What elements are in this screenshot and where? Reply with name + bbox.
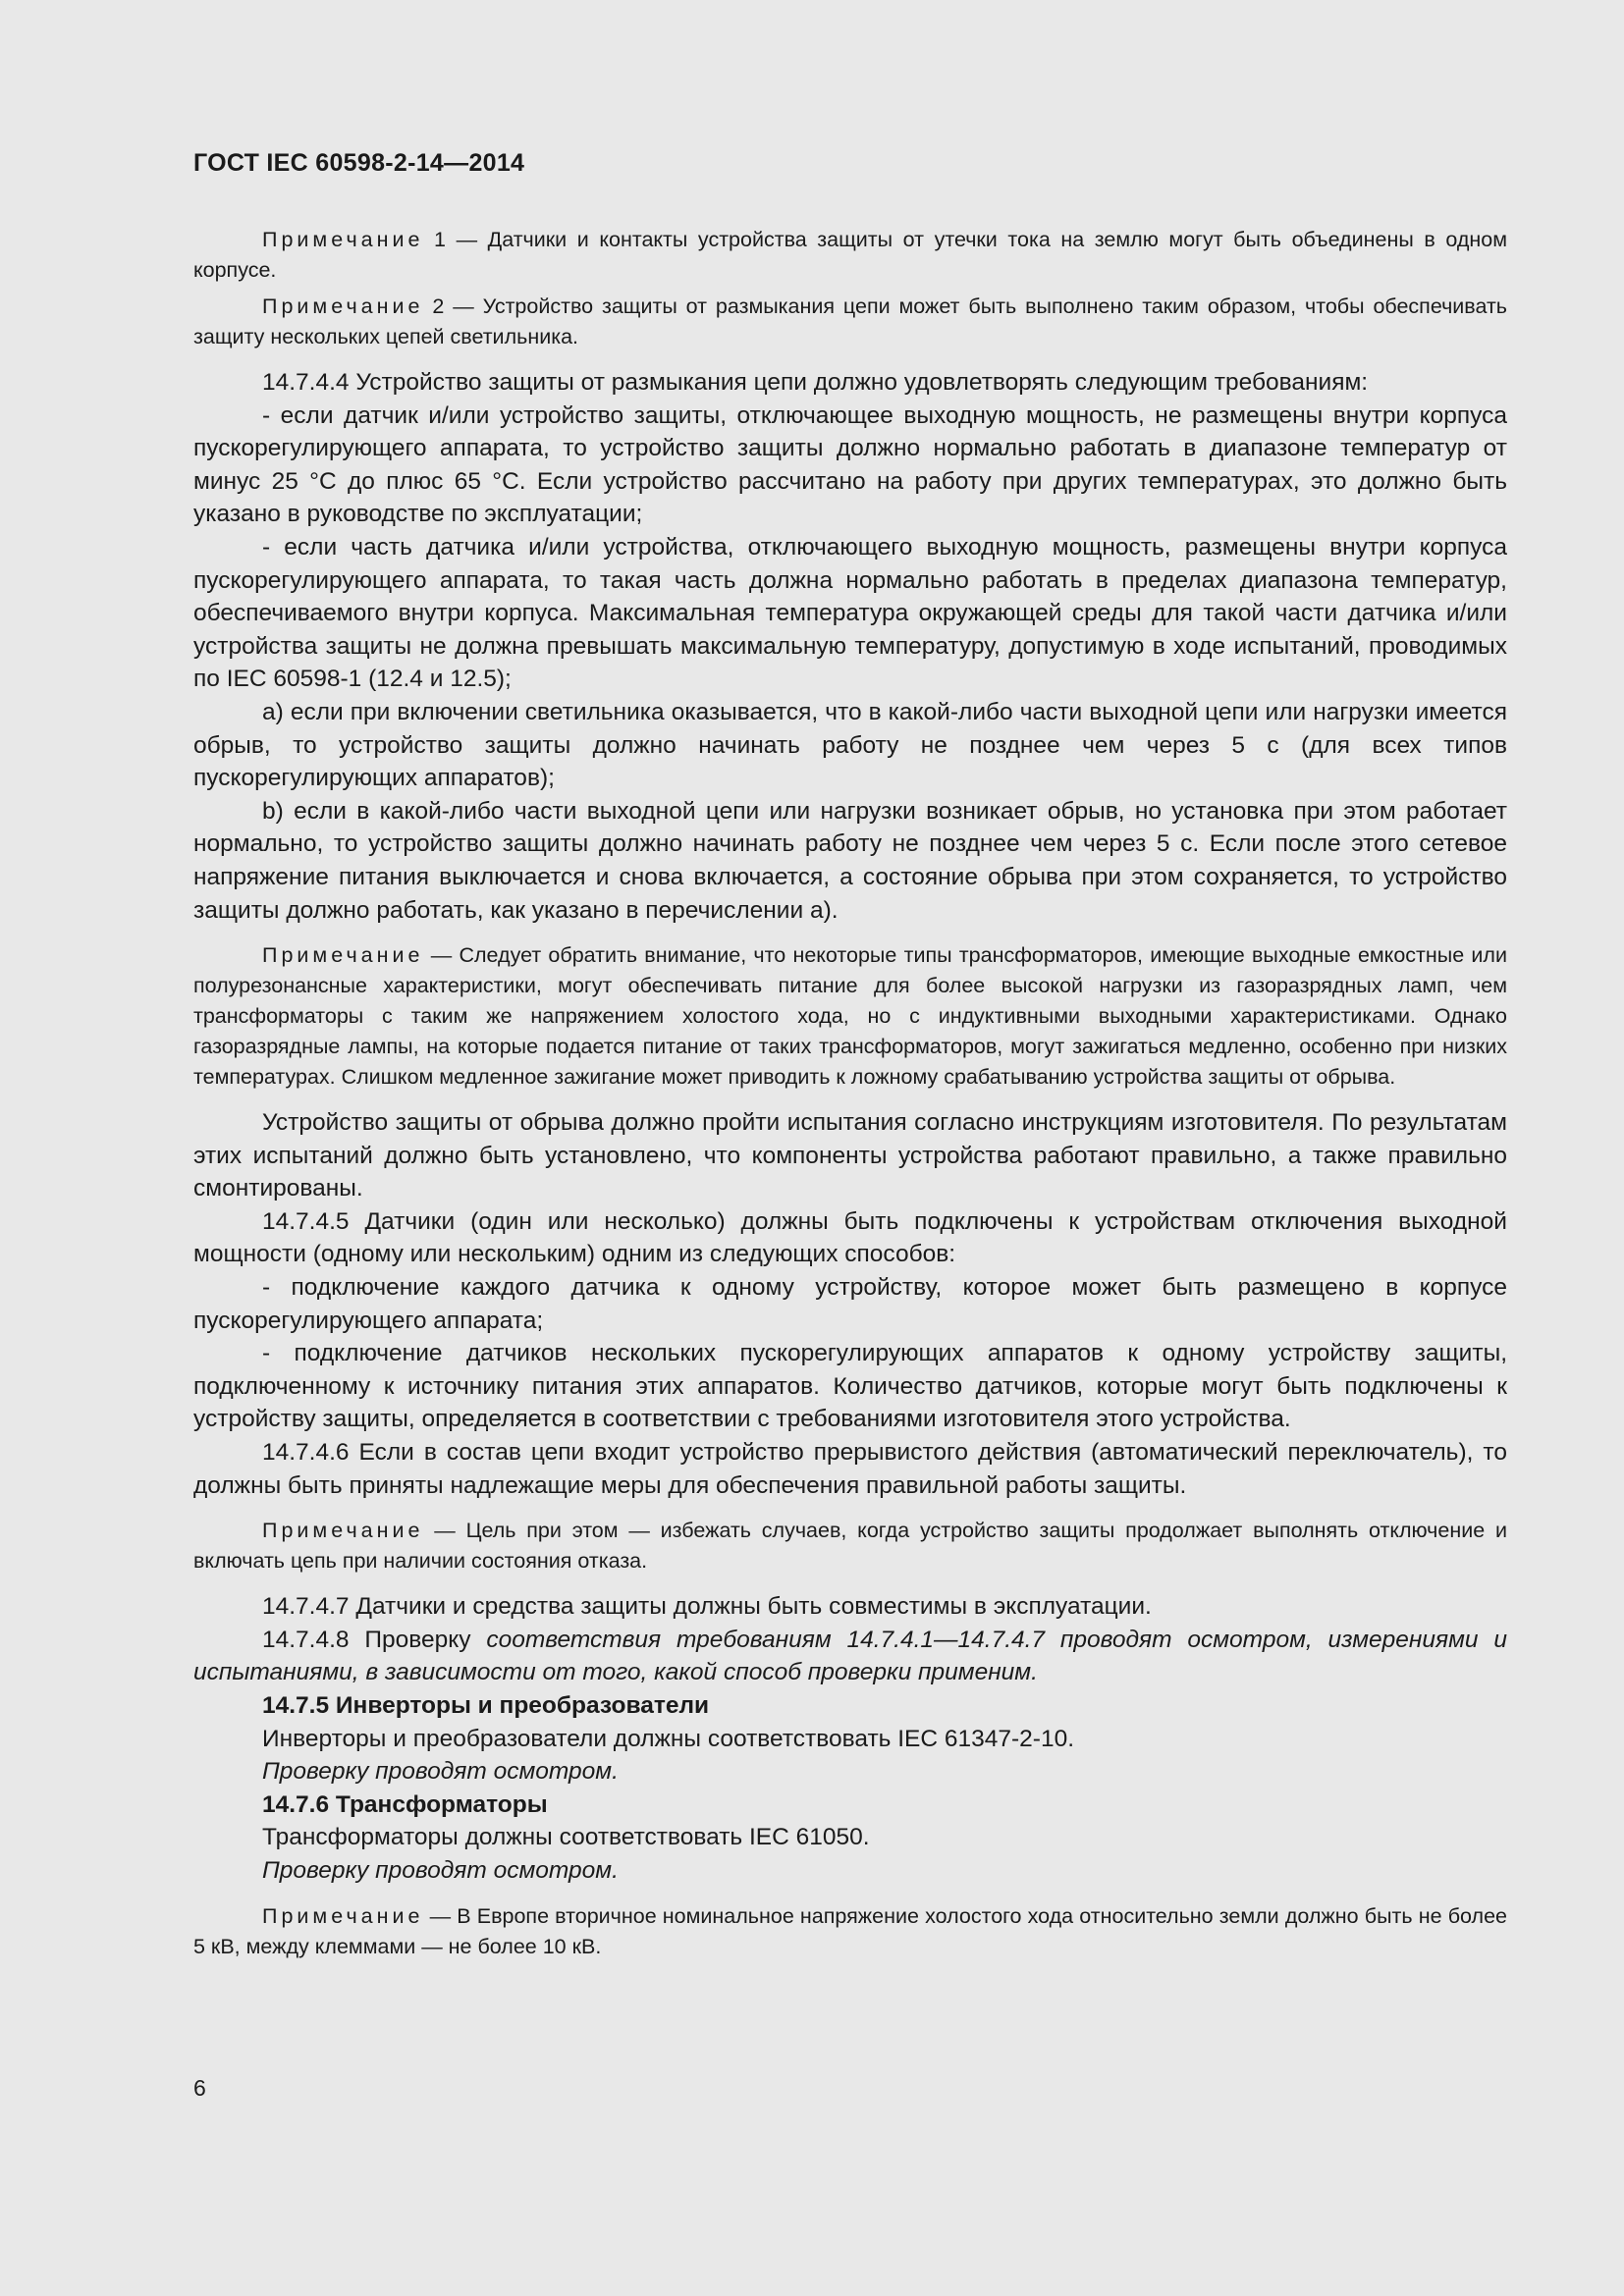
list-item-a: a) если при включении светильника оказывается, что в какой-либо части выходной цепи или нагрузки имеется обрыв, то устройство защиты должно начинать работу не позднее чем через 5 с (для всех типов пускорегулирующих аппаратов); xyxy=(193,698,1507,792)
note-label: Примечание xyxy=(262,943,424,968)
paragraph-14-7-4-5: 14.7.4.5 Датчики (один или несколько) должны быть подключены к устройствам отключения выходной мощности (одному или нескольким) одним из следующих способов: xyxy=(193,1207,1507,1268)
document-body xyxy=(193,225,1507,1962)
bullet-item: - подключение датчиков нескольких пускорегулирующих аппаратов к одному устройству защиты, подключенному к источнику питания этих аппаратов. Количество датчиков, которые могут быть подключены к устройству защиты, определяется в соответствии с требованиями изготовителя этого устройства. xyxy=(193,1340,1507,1433)
section-text: Трансформаторы должны соответствовать IEC 61050. xyxy=(262,1824,870,1851)
note-label: Примечание xyxy=(262,228,424,251)
note-1: Примечание 1 — Датчики и контакты устройства защиты от утечки тока на землю могут быть объединены в одном корпусе. xyxy=(193,228,1507,282)
page-number: 6 xyxy=(193,2075,206,2101)
list-item-b: b) если в какой-либо части выходной цепи или нагрузки возникает обрыв, но установка при этом работает нормально, то устройство защиты должно начинать работу не позднее чем через 5 с. Если после этого сетевое напряжение питания выключается и снова включается, а состояние обрыва при этом сохраняется, то устройство защиты должно работать, как указано в перечислении а). xyxy=(193,797,1507,924)
note-2: Примечание 2 — Устройство защиты от размыкания цепи может быть выполнено таким образом, чтобы обеспечивать защиту нескольких цепей светильника. xyxy=(193,294,1507,348)
paragraph-14-7-4-7: 14.7.4.7 Датчики и средства защиты должны быть совместимы в эксплуатации. xyxy=(262,1593,1152,1621)
paragraph-14-7-4-8: 14.7.4.8 Проверку соответствия требованиям 14.7.4.1—14.7.4.7 проводят осмотром, измерениями и испытаниями, в зависимости от того, какой способ проверки применим. xyxy=(193,1626,1507,1686)
section-check: Проверку проводят осмотром. xyxy=(262,1856,619,1884)
paragraph-tests: Устройство защиты от обрыва должно пройти испытания согласно инструкциям изготовителя. По результатам этих испытаний должно быть установлено, что компоненты устройства работают правильно, а также правильно смонтированы. xyxy=(193,1109,1507,1202)
section-heading-14-7-5: 14.7.5 Инверторы и преобразователи xyxy=(262,1692,710,1719)
paragraph-14-7-4-6: 14.7.4.6 Если в состав цепи входит устройство прерывистого действия (автоматический переключатель), то должны быть приняты надлежащие меры для обеспечения правильной работы защиты. xyxy=(193,1439,1507,1499)
section-check: Проверку проводят осмотром. xyxy=(262,1758,619,1786)
note-3: Примечание — Следует обратить внимание, что некоторые типы трансформаторов, имеющие выходные емкостные или полурезонансные характеристики, могут обеспечивать питание для более высокой нагрузки из газоразрядных ламп, чем трансформаторы с таким же напряжением холостого хода, но с индуктивными выходными характеристиками. Однако газоразрядные лампы, на которые подается питание от таких трансформаторов, могут зажигаться медленно, особенно при низких температурах. Слишком медленное зажигание может приводить к ложному срабатыванию устройства защиты от обрыва. xyxy=(193,943,1507,1090)
paragraph-14-7-4-4: 14.7.4.4 Устройство защиты от размыкания цепи должно удовлетворять следующим требованиям: xyxy=(262,369,1369,396)
bullet-item: - если часть датчика и/или устройства, отключающего выходную мощность, размещены внутри корпуса пускорегулирующего аппарата, то такая часть должна нормально работать в пределах диапазона температур, обеспечиваемого внутри корпуса. Максимальная температура окружающей среды для такой части датчика и/или устройства защиты не должна превышать максимальную температуру, допустимую в ходе испытаний, проводимых по IEC 60598-1 (12.4 и 12.5); xyxy=(193,533,1507,693)
bullet-item: - подключение каждого датчика к одному устройству, которое может быть размещено в корпусе пускорегулирующего аппарата; xyxy=(193,1274,1507,1334)
bullet-item: - если датчик и/или устройство защиты, отключающее выходную мощность, не размещены внутри корпуса пускорегулирующего аппарата, то устройство защиты должно нормально работать в диапазоне температур от минус 25 °С до плюс 65 °С. Если устройство рассчитано на работу при других температурах, это должно быть указано в руководстве по эксплуатации; xyxy=(193,401,1507,528)
section-heading-14-7-6: 14.7.6 Трансформаторы xyxy=(262,1790,548,1818)
document-page xyxy=(193,0,1507,2296)
note-label: Примечание xyxy=(262,1519,424,1543)
section-text: Инверторы и преобразователи должны соответствовать IEC 61347-2-10. xyxy=(262,1725,1075,1752)
note-label: Примечание xyxy=(262,1903,424,1928)
note-label: Примечание xyxy=(262,294,424,318)
document-header: ГОСТ IEC 60598-2-14—2014 xyxy=(193,149,525,177)
note-4: Примечание — Цель при этом — избежать случаев, когда устройство защиты продолжает выполнять отключение и включать цепь при наличии состояния отказа. xyxy=(193,1519,1507,1574)
note-5: Примечание — В Европе вторичное номинальное напряжение холостого хода относительно земли должно быть не более 5 кВ, между клеммами — не более 10 кВ. xyxy=(193,1903,1507,1958)
